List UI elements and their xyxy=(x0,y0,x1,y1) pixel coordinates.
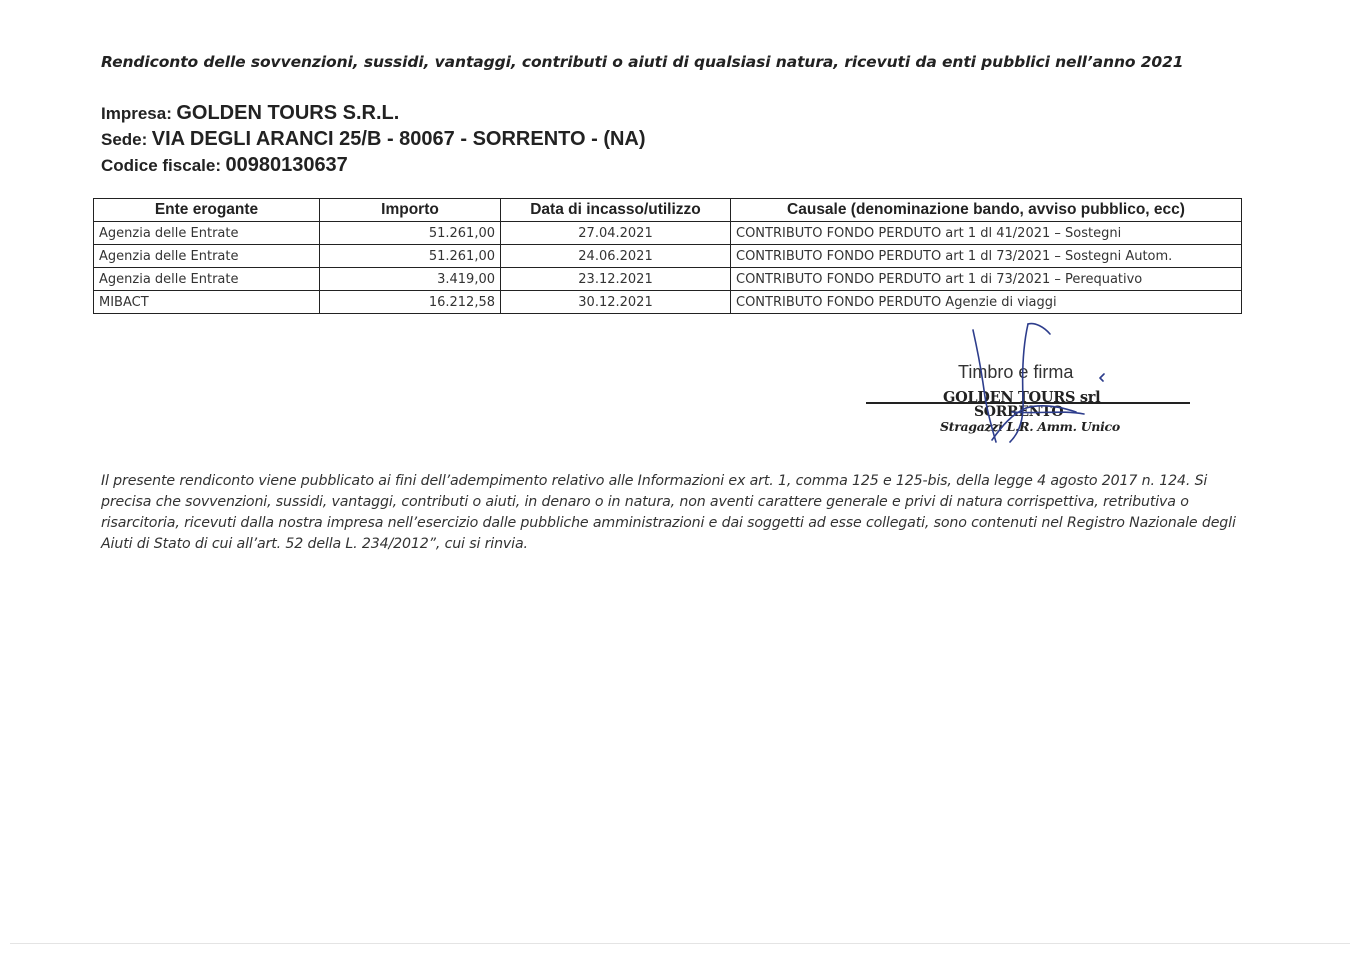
cell-importo: 16.212,58 xyxy=(320,291,501,314)
cell-ente: MIBACT xyxy=(94,291,320,314)
company-address-line xyxy=(101,127,646,153)
cell-ente: Agenzia delle Entrate xyxy=(94,268,320,291)
document-title: Rendiconto delle sovvenzioni, sussidi, vantaggi, contributi o aiuti di qualsiasi natura, ricevuti da enti pubblici nell’anno 2021 xyxy=(101,53,1184,71)
company-name-label: Impresa: xyxy=(101,104,172,123)
signature-block xyxy=(860,318,1200,448)
table-header-row xyxy=(94,199,1242,222)
company-tax-label: Codice fiscale: xyxy=(101,156,221,175)
footnote-text: Il presente rendiconto viene pubblicato ai fini dell’adempimento relativo alle Informazioni ex art. 1, comma 125 e 125-bis, della legge 4 agosto 2017 n. 124. Si precisa che sovvenzioni, sussidi, vantaggi, contributi o aiuti, in denaro o in natura, non aventi carattere generale e privi di natura corrispettiva, retributiva o risarcitoria, ricevuti dalla nostra impresa nell’esercizio dalle pubbliche amministrazioni e dai soggetti ad esse collegati, sono contenuti nel Registro Nazionale degli Aiuti di Stato di cui all’art. 52 della L. 234/2012”, cui si rinvia. xyxy=(101,473,1236,552)
cell-ente: Agenzia delle Entrate xyxy=(94,245,320,268)
table-row xyxy=(94,268,1242,291)
cell-causale: CONTRIBUTO FONDO PERDUTO art 1 dl 41/2021 – Sostegni xyxy=(731,222,1242,245)
table-row xyxy=(94,245,1242,268)
cell-ente: Agenzia delle Entrate xyxy=(94,222,320,245)
company-address-label: Sede: xyxy=(101,130,148,149)
company-name: GOLDEN TOURS S.R.L. xyxy=(176,102,400,124)
header-importo: Importo xyxy=(320,199,501,222)
cell-causale: CONTRIBUTO FONDO PERDUTO Agenzie di viaggi xyxy=(731,291,1242,314)
table-row xyxy=(94,222,1242,245)
cell-causale: CONTRIBUTO FONDO PERDUTO art 1 di 73/2021 – Perequativo xyxy=(731,268,1242,291)
cell-data: 23.12.2021 xyxy=(501,268,731,291)
signature-label: Timbro e firma xyxy=(958,362,1074,382)
stamp-role: Stragazzi L.R. Amm. Unico xyxy=(940,419,1120,434)
grants-table xyxy=(93,198,1242,314)
handwritten-signature-icon xyxy=(860,318,1200,448)
header-data: Data di incasso/utilizzo xyxy=(501,199,731,222)
cell-importo: 3.419,00 xyxy=(320,268,501,291)
cell-importo: 51.261,00 xyxy=(320,222,501,245)
cell-data: 27.04.2021 xyxy=(501,222,731,245)
stamp-city: SORRENTO xyxy=(974,404,1064,420)
scan-edge-divider xyxy=(10,943,1350,944)
header-ente: Ente erogante xyxy=(94,199,320,222)
table-row xyxy=(94,291,1242,314)
stamp-company-name: GOLDEN TOURS srl xyxy=(943,389,1101,406)
company-tax-line xyxy=(101,153,646,179)
cell-data: 30.12.2021 xyxy=(501,291,731,314)
company-tax-code: 00980130637 xyxy=(225,154,348,176)
company-name-line xyxy=(101,101,646,127)
cell-data: 24.06.2021 xyxy=(501,245,731,268)
cell-importo: 51.261,00 xyxy=(320,245,501,268)
company-info xyxy=(101,101,646,179)
header-causale: Causale (denominazione bando, avviso pubblico, ecc) xyxy=(731,199,1242,222)
cell-causale: CONTRIBUTO FONDO PERDUTO art 1 dl 73/2021 – Sostegni Autom. xyxy=(731,245,1242,268)
company-address: VIA DEGLI ARANCI 25/B - 80067 - SORRENTO - (NA) xyxy=(151,128,646,150)
